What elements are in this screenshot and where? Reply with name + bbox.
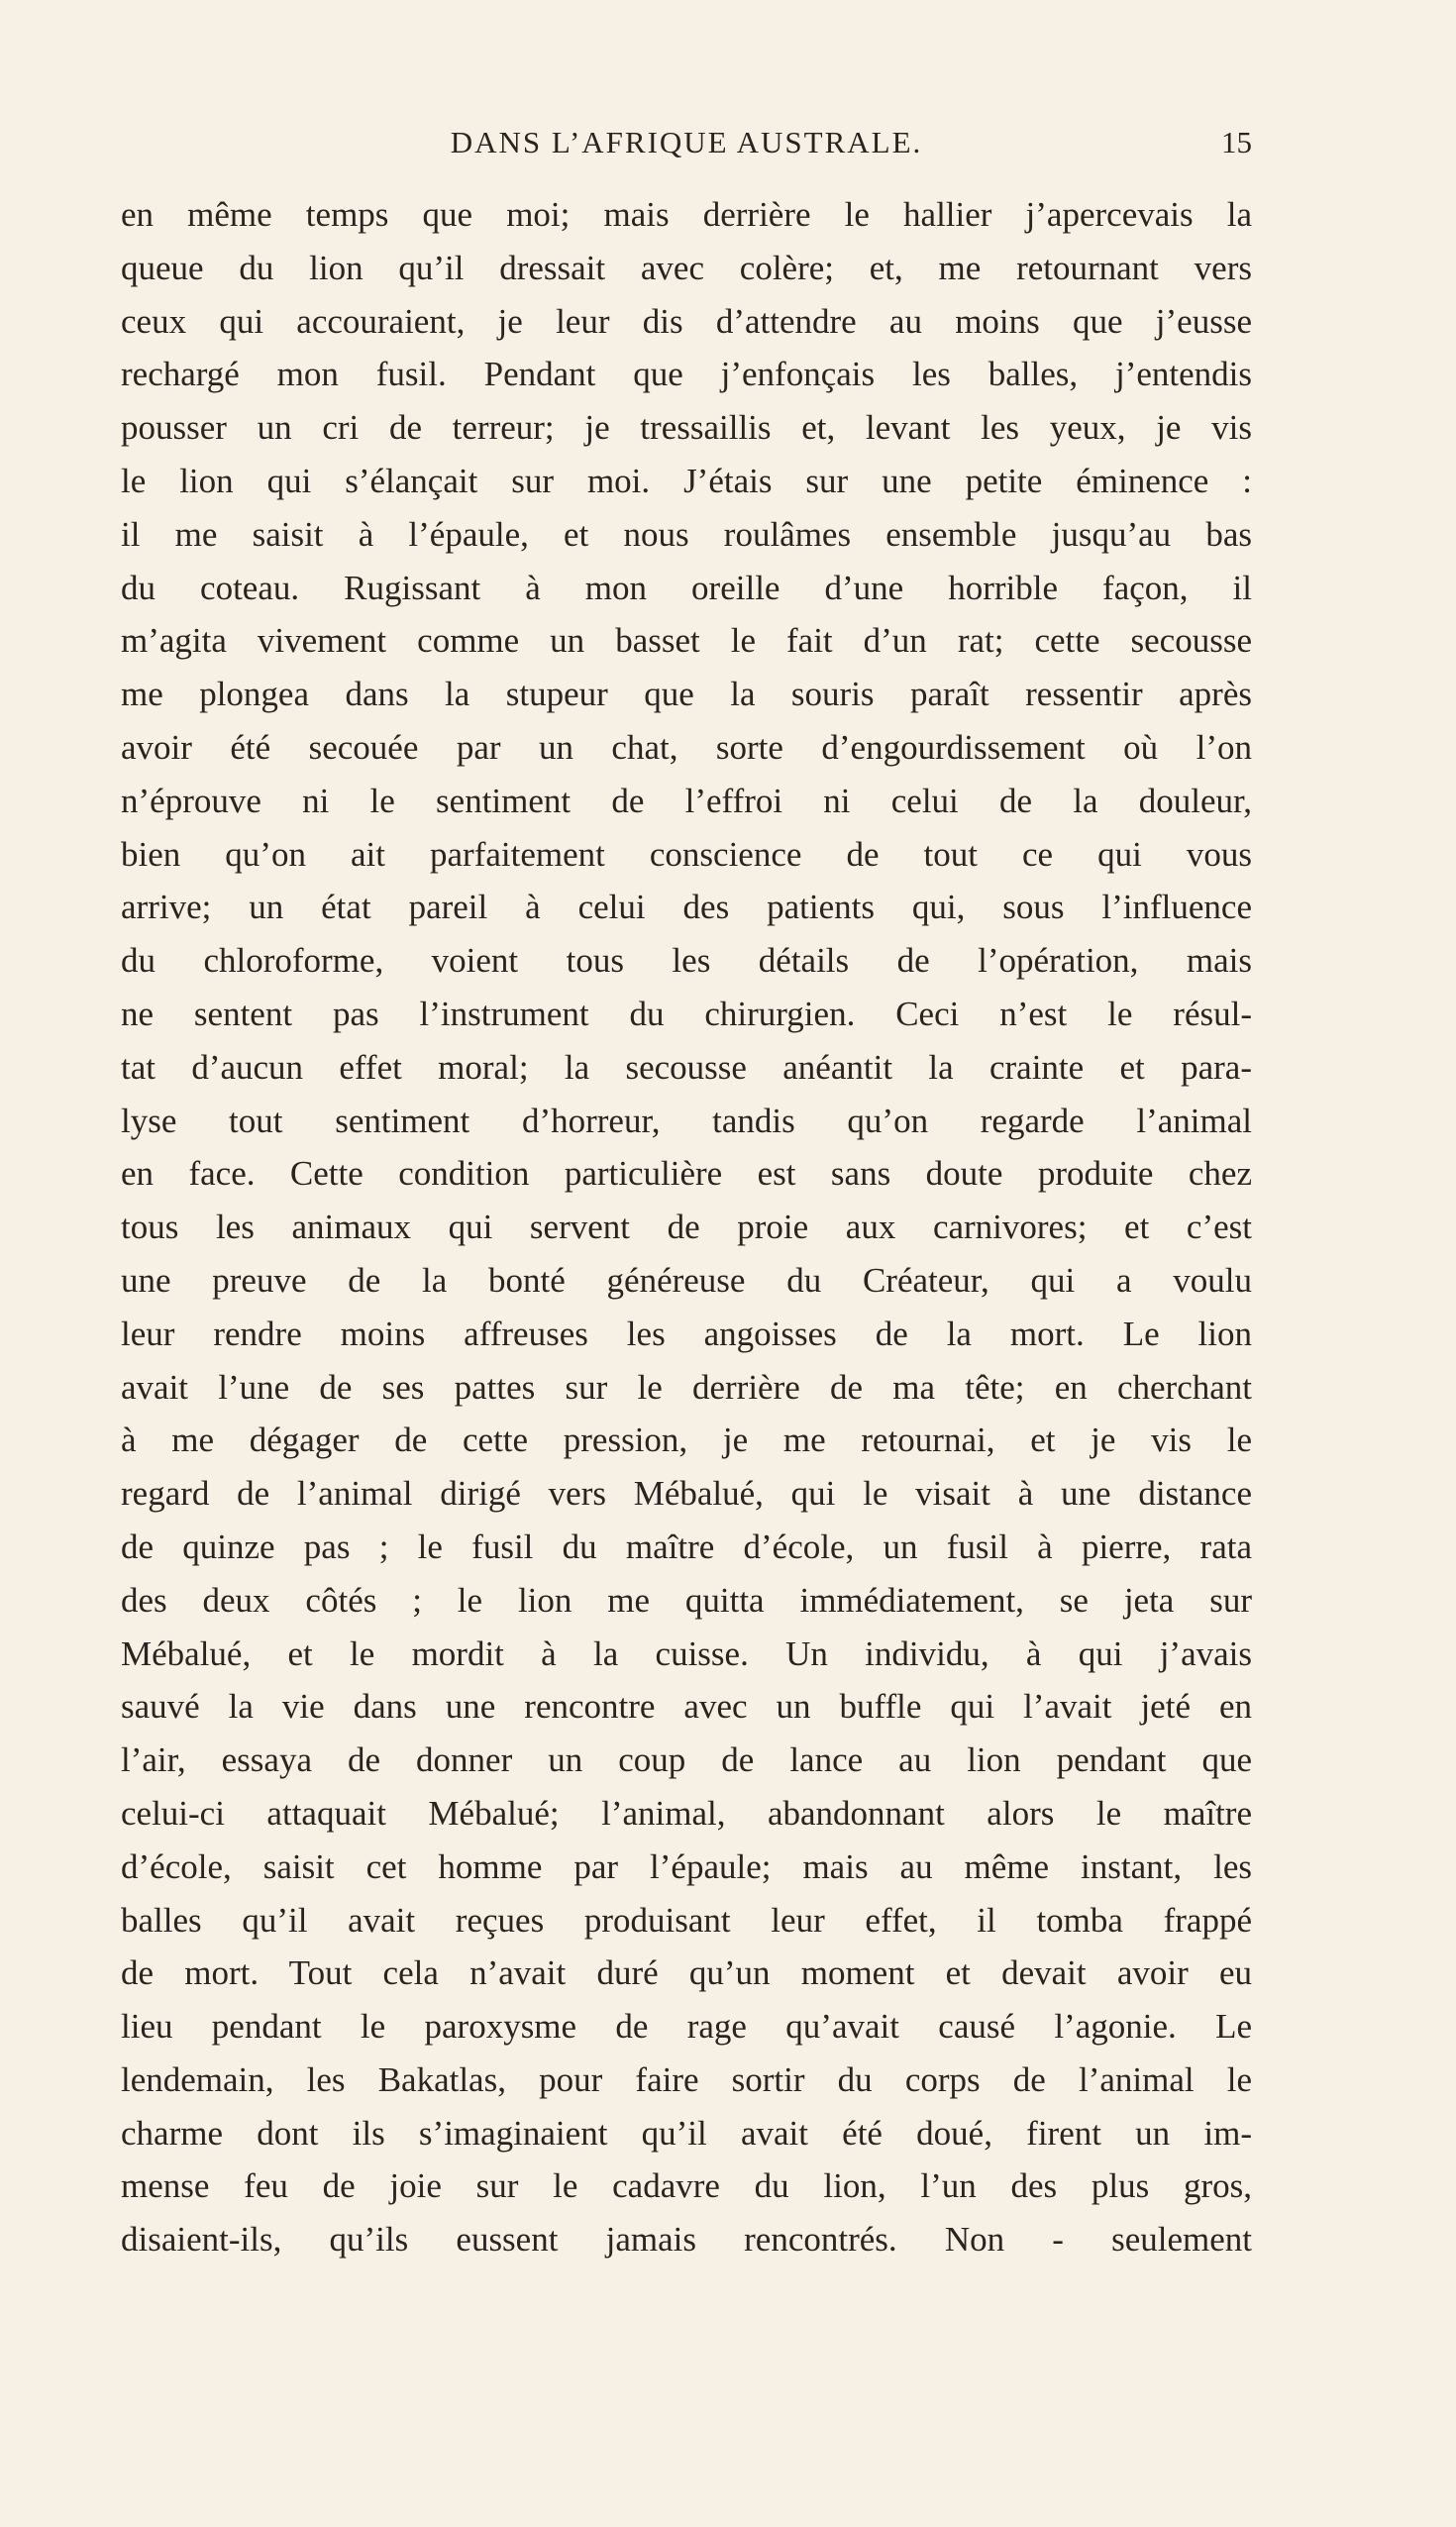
page-number: 15	[1221, 125, 1252, 159]
text-line: queue du lion qu’il dressait avec colère; et, me retournant vers	[121, 248, 1252, 287]
text-line: avoir été secouée par un chat, sorte d’engourdissement où l’on	[121, 727, 1252, 767]
text-line: avait l’une de ses pattes sur le derrière de ma tête; en cherchant	[121, 1367, 1252, 1407]
page-header	[121, 121, 1252, 168]
text-line: Mébalué, et le mordit à la cuisse. Un individu, à qui j’avais	[121, 1633, 1252, 1673]
text-line: ne sentent pas l’instrument du chirurgien. Ceci n’est le résul-	[121, 994, 1252, 1033]
text-line: le lion qui s’élançait sur moi. J’étais sur une petite éminence :	[121, 461, 1252, 500]
text-line: il me saisit à l’épaule, et nous roulâmes ensemble jusqu’au bas	[121, 514, 1252, 554]
text-line: une preuve de la bonté généreuse du Créateur, qui a voulu	[121, 1260, 1252, 1300]
text-line: regard de l’animal dirigé vers Mébalué, qui le visait à une distance	[121, 1474, 1252, 1514]
text-line: du chloroforme, voient tous les détails de l’opération, mais	[121, 941, 1252, 981]
text-line: bien qu’on ait parfaitement conscience de tout ce qui vous	[121, 834, 1252, 874]
text-line: pousser un cri de terreur; je tressaillis et, levant les yeux, je vis	[121, 408, 1252, 448]
text-line: disaient-ils, qu’ils eussent jamais rencontrés. Non - seulement	[121, 2220, 1252, 2260]
text-line: charme dont ils s’imaginaient qu’il avait été doué, firent un im-	[121, 2113, 1252, 2153]
body-text	[121, 188, 1252, 2266]
text-line: lendemain, les Bakatlas, pour faire sortir du corps de l’animal le	[121, 2059, 1252, 2099]
text-line: tous les animaux qui servent de proie aux carnivores; et c’est	[121, 1208, 1252, 1247]
text-line: lieu pendant le paroxysme de rage qu’avait causé l’agonie. Le	[121, 2007, 1252, 2047]
text-line: m’agita vivement comme un basset le fait d’un rat; cette secousse	[121, 621, 1252, 661]
text-line: celui-ci attaquait Mébalué; l’animal, abandonnant alors le maître	[121, 1793, 1252, 1833]
text-line: lyse tout sentiment d’horreur, tandis qu’on regarde l’animal	[121, 1101, 1252, 1140]
text-line: en même temps que moi; mais derrière le hallier j’apercevais la	[121, 195, 1252, 234]
text-line: des deux côtés ; le lion me quitta immédiatement, se jeta sur	[121, 1580, 1252, 1620]
text-line: de quinze pas ; le fusil du maître d’école, un fusil à pierre, rata	[121, 1527, 1252, 1566]
text-line: mense feu de joie sur le cadavre du lion, l’un des plus gros,	[121, 2166, 1252, 2206]
text-line: de mort. Tout cela n’avait duré qu’un moment et devait avoir eu	[121, 1953, 1252, 1993]
running-head: DANS L’AFRIQUE AUSTRALE.	[450, 125, 923, 159]
text-line: arrive; un état pareil à celui des patients qui, sous l’influence	[121, 888, 1252, 927]
text-line: du coteau. Rugissant à mon oreille d’une horrible façon, il	[121, 568, 1252, 607]
text-line: balles qu’il avait reçues produisant leur effet, il tomba frappé	[121, 1900, 1252, 1940]
text-line: n’éprouve ni le sentiment de l’effroi ni celui de la douleur,	[121, 781, 1252, 820]
text-line: d’école, saisit cet homme par l’épaule; mais au même instant, les	[121, 1846, 1252, 1886]
text-line: rechargé mon fusil. Pendant que j’enfonçais les balles, j’entendis	[121, 355, 1252, 394]
text-line: en face. Cette condition particulière est sans doute produite chez	[121, 1154, 1252, 1194]
text-line: tat d’aucun effet moral; la secousse anéantit la crainte et para-	[121, 1047, 1252, 1087]
text-line: ceux qui accouraient, je leur dis d’attendre au moins que j’eusse	[121, 301, 1252, 341]
text-line: à me dégager de cette pression, je me retournai, et je vis le	[121, 1421, 1252, 1460]
text-line: l’air, essaya de donner un coup de lance au lion pendant que	[121, 1740, 1252, 1780]
text-line: sauvé la vie dans une rencontre avec un buffle qui l’avait jeté en	[121, 1687, 1252, 1727]
text-line: leur rendre moins affreuses les angoisses de la mort. Le lion	[121, 1314, 1252, 1353]
text-line: me plongea dans la stupeur que la souris paraît ressentir après	[121, 675, 1252, 714]
